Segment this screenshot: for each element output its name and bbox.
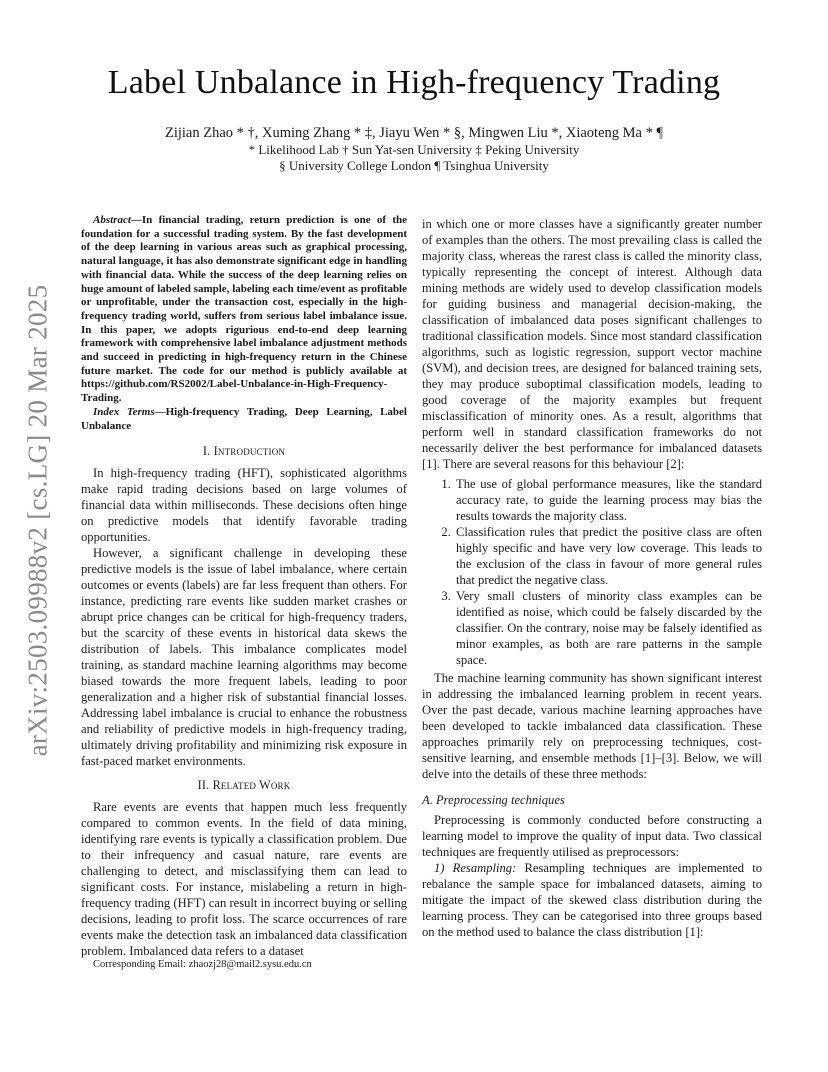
section-heading-introduction — [81, 443, 407, 459]
right-column — [422, 216, 762, 940]
arxiv-stamp-text: arXiv:2503.09988v2 [cs.LG] 20 Mar 2025 — [22, 284, 53, 756]
abstract-text: —In financial trading, return prediction is one of the foundation for a successful trading system. By the fast development of the deep learning in various areas such as graphical processing, natural language, it has also demonstrate significant edge in handling with financial data. While the success of the deep learning relies on huge amount of labeled sample, labeling each time/event as profitable or unprofitable, under the transaction cost, especially in the high-frequency trading world, suffers from serious label imbalance issue. In this paper, we adopts rigurious end-to-end deep learning framework with comprehensive label imbalance adjustment methods and succeed in predicting in high-frequency return in the Chinese future market. The code for our method is publicly available at https://github.com/RS2002/Label-Unbalance-in-High-Frequency-Trading. — [81, 214, 407, 405]
paragraph-text: Resampling techniques are implemented to rebalance the sample space for imbalanced datasets, aiming to mitigate the impact of the skewed class distribution during the learning process. They can be categorised into three groups based on the method used to balance the class distribution [1]: — [422, 861, 763, 939]
section-title: Related Work — [212, 778, 291, 793]
list-item: 3. Very small clusters of minority class examples can be identified as noise, which could be falsely discarded by the classifier. On the contrary, noise may be falsely identified as minor examples, as both are rare patterns in the sample space. — [454, 588, 762, 668]
paragraph: In high-frequency trading (HFT), sophisticated algorithms make rapid trading decisions based on large volumes of financial data within milliseconds. These decisions often hinge on predictive models that identify favorable trading opportunities. — [81, 466, 407, 545]
list-item: 2. Classification rules that predict the positive class are often highly specific and have very low coverage. This leads to the exclusion of the class in favour of more general rules that predict the negative class. — [454, 524, 762, 588]
paper-title: Label Unbalance in High-frequency Trading — [107, 64, 721, 101]
section-title: Introduction — [213, 444, 286, 459]
section-heading-related-work — [81, 777, 407, 793]
affiliation-line-1: * Likelihood Lab † Sun Yat-sen University ‡ Peking University — [248, 142, 580, 157]
paragraph: Rare events are events that happen much less frequently compared to common events. In the field of data mining, identifying rare events is typically a classification problem. Due to their infrequency and casual nature, rare events are challenging to detect, and misclassifying them can lead to significant costs. For instance, mislabeling a return in high-frequency trading (HFT) can result in incorrect buying or selling decisions, leading to profit loss. The scarce occurrences of rare events make the detection task an imbalanced data classification problem. Imbalanced data refers to a dataset — [81, 800, 407, 959]
paragraph — [422, 860, 762, 940]
list-item: 1. The use of global performance measures, like the standard accuracy rate, to guide the learning process may bias the results towards the majority class. — [454, 476, 762, 524]
index-terms-label: Index Terms — [93, 405, 155, 418]
affiliation-line-2: § University College London ¶ Tsinghua University — [279, 158, 549, 173]
paragraph: However, a significant challenge in developing these predictive models is the issue of label imbalance, where certain outcomes or events (labels) are far less frequent than others. For instance, predicting rare events like sudden market crashes or abrupt price changes can be critical for high-frequency traders, but the scarcity of these events in historical data skews the distribution of labels. This imbalance complicates model training, as standard machine learning algorithms may become biased towards the more frequent labels, leading to poor generalization and a higher risk of substantial financial losses. Addressing label imbalance is crucial to enhance the robustness and reliability of predictive models in high-frequency trading, ultimately driving profitability and minimizing risk exposure in fast-paced market environments. — [81, 546, 407, 769]
footnote — [81, 958, 407, 971]
arxiv-stamp — [16, 280, 60, 760]
author-block — [0, 124, 828, 174]
index-terms-text: —High-frequency Trading, Deep Learning, Label Unbalance — [81, 405, 407, 432]
section-number: II. — [197, 778, 210, 793]
subsection-heading: A. Preprocessing techniques — [422, 793, 565, 807]
left-column — [81, 214, 407, 959]
paragraph: Preprocessing is commonly conducted before constructing a learning model to improve the quality of input data. Two classical techniques are frequently utilised as preprocessors: — [422, 813, 762, 859]
authors-line: Zijian Zhao * †, Xuming Zhang * ‡, Jiayu Wen * §, Mingwen Liu *, Xiaoteng Ma * ¶ — [164, 125, 664, 141]
footnote-text: Corresponding Email: zhaozj28@mail2.sysu.edu.cn — [93, 959, 312, 970]
section-number: I. — [202, 444, 211, 459]
paragraph-label: 1) Resampling: — [434, 861, 517, 875]
paragraph: The machine learning community has shown significant interest in addressing the imbalanced learning problem in recent years. Over the past decade, various machine learning approaches have been developed to tackle imbalanced data classification. These approaches primarily rely on preprocessing techniques, cost-sensitive learning, and ensemble methods [1]–[3]. Below, we will delve into the details of these three methods: — [422, 671, 762, 781]
abstract-label: Abstract — [93, 214, 131, 226]
index-terms — [81, 406, 407, 433]
abstract — [81, 214, 407, 406]
reasons-list — [422, 476, 762, 668]
paragraph: in which one or more classes have a significantly greater number of examples than the others. The most prevailing class is called the majority class, whereas the rarest class is called the minority class, typically representing the concept of interest. Although data mining methods are widely used to develop classification models for guiding business and managerial decision-making, the classification of imbalanced data poses significant challenges to traditional classification models. Since most standard classification algorithms, such as logistic regression, support vector machine (SVM), and decision trees, are designed for balanced training sets, they may produce suboptimal classification models, leading to good coverage of the majority examples but frequent misclassification of minority ones. As a result, algorithms that perform well in standard classification frameworks do not necessarily deliver the best performance for imbalanced datasets [1]. There are several reasons for this behaviour [2]: — [422, 217, 762, 471]
